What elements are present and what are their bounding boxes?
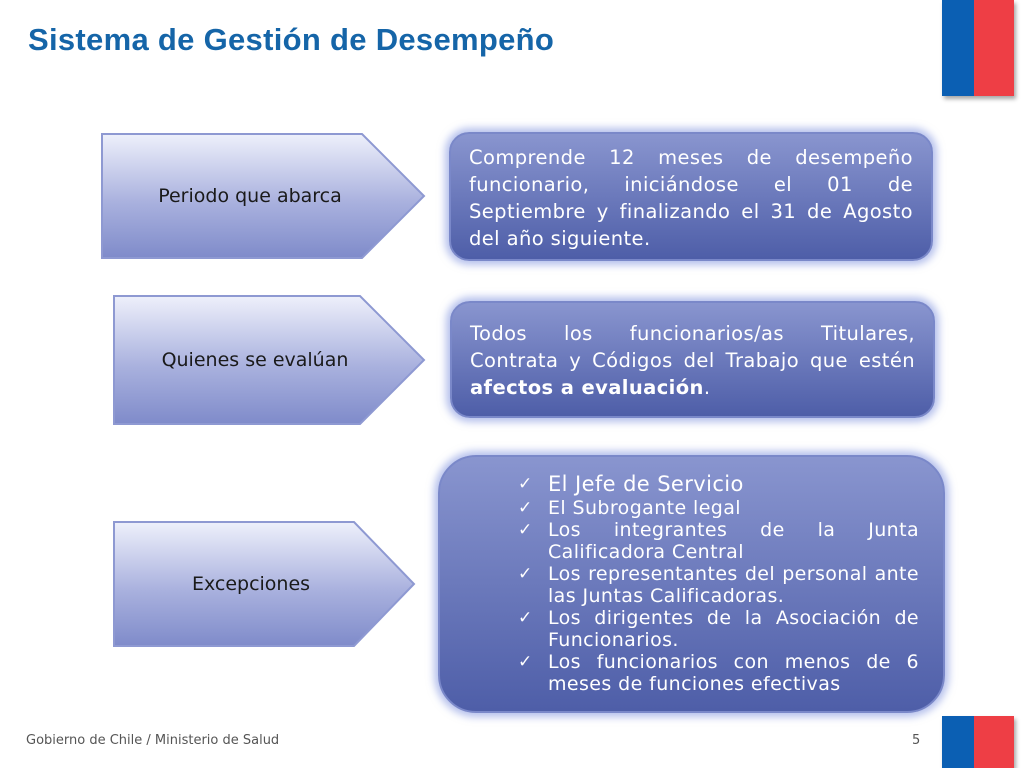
list-item [518,497,919,519]
description-text-part: Todos los funcionarios/as Titulares, Contrata y Códigos del Trabajo que estén [470,322,915,372]
chile-flag-logo-top [942,0,1014,96]
checkmark-icon: ✓ [518,520,533,540]
list-item-text: Los representantes del personal ante las Juntas Calificadoras. [548,563,919,607]
description-box-periodo [449,132,933,261]
checkmark-icon: ✓ [518,564,533,584]
footer-text: Gobierno de Chile / Ministerio de Salud [26,733,280,748]
list-item-text: El Subrogante legal [548,497,741,519]
list-item-text: Los funcionarios con menos de 6 meses de funciones efectivas [548,651,919,695]
list-item [518,471,919,497]
arrow-label: Periodo que abarca [158,185,342,207]
checkmark-icon: ✓ [518,474,533,494]
arrow-label: Excepciones [191,573,311,595]
page-title: Sistema de Gestión de Desempeño [28,22,555,57]
checkmark-icon: ✓ [518,652,533,672]
arrow-periodo [100,132,426,260]
list-item [518,563,919,607]
checkmark-icon: ✓ [518,498,533,518]
description-box-quienes [450,301,935,418]
description-text-part: . [703,376,711,399]
description-text [470,320,915,401]
checkmark-icon: ✓ [518,608,533,628]
exceptions-list [518,471,919,695]
list-item [518,651,919,695]
exceptions-box [438,455,945,713]
description-bold-text: afectos a evaluación [470,376,704,399]
arrow-quienes [112,294,426,426]
arrow-excepciones [112,520,416,648]
page-number: 5 [912,733,921,748]
list-item [518,607,919,651]
arrow-label: Quienes se evalúan [161,349,349,371]
chile-flag-logo-bottom [942,716,1014,768]
list-item [518,519,919,563]
list-item-text: Los dirigentes de la Asociación de Funcionarios. [548,607,919,651]
description-text: Comprende 12 meses de desempeño funcionario, iniciándose el 01 de Septiembre y finalizando el 31 de Agosto del año siguiente. [469,146,913,250]
list-item-text: Los integrantes de la Junta Calificadora Central [548,519,919,563]
list-item-text: El Jefe de Servicio [548,472,744,496]
